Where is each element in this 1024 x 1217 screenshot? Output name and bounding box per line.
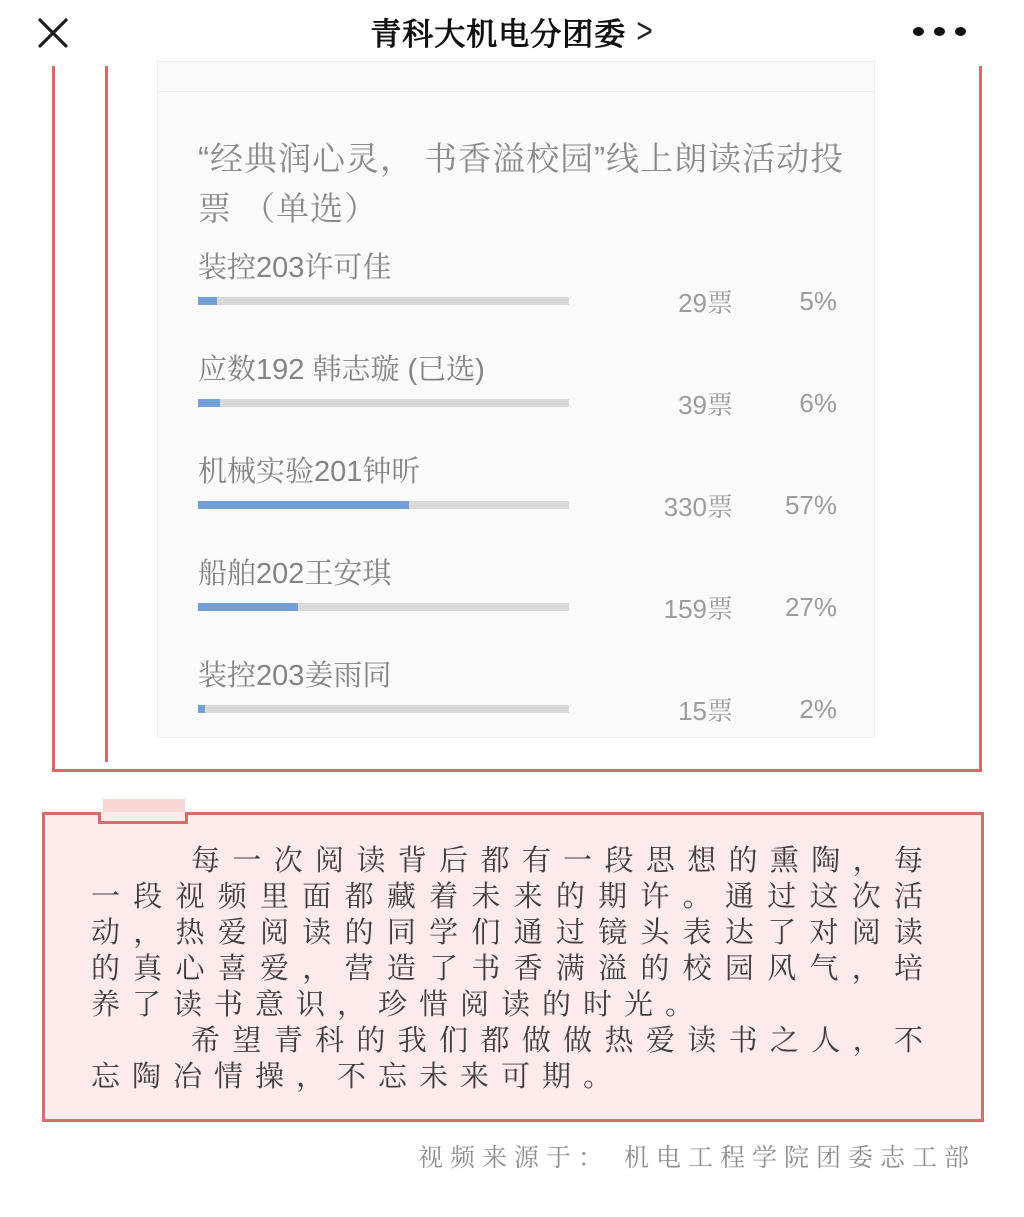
vote-poll-card	[157, 61, 875, 738]
vote-bar-fill	[198, 705, 205, 713]
vote-count: 15票	[678, 695, 733, 726]
summary-text-box	[42, 812, 984, 1122]
red-inner-accent-line	[105, 66, 108, 762]
vote-bar-fill	[198, 297, 217, 305]
poll-option-result	[198, 489, 837, 522]
poll-option-result	[198, 693, 837, 726]
dot	[913, 27, 924, 36]
vote-count: 29票	[678, 287, 733, 318]
vote-bar-track	[198, 705, 569, 713]
poll-option-label: 装控203许可佳	[198, 252, 392, 284]
card-divider	[158, 91, 874, 92]
poll-option-label: 机械实验201钟昕	[198, 456, 421, 488]
summary-text	[91, 843, 935, 1095]
vote-bar-track	[198, 297, 569, 305]
poll-option-result	[198, 591, 837, 624]
vote-percent: 27%	[784, 591, 837, 622]
dot	[955, 27, 966, 36]
poll-option-label: 装控203姜雨同	[198, 660, 392, 692]
poll-options-list	[198, 250, 837, 726]
vote-percent: 2%	[799, 693, 837, 724]
vote-percent: 6%	[799, 387, 837, 418]
vote-bar-track	[198, 603, 569, 611]
more-menu-icon[interactable]	[913, 16, 966, 46]
account-title-text: 青科大机电分团委	[370, 16, 627, 52]
vote-percent: 5%	[799, 285, 837, 316]
vote-count: 159票	[663, 593, 733, 624]
tab-decoration	[103, 799, 185, 813]
account-title[interactable]	[0, 0, 1024, 62]
vote-bar-fill	[198, 501, 409, 509]
wechat-browser-header	[0, 0, 1024, 62]
poll-option[interactable]	[198, 352, 837, 420]
vote-bar-fill	[198, 603, 298, 611]
vote-bar-track	[198, 501, 569, 509]
poll-option[interactable]	[198, 658, 837, 726]
video-source-caption: 视频来源于： 机电工程学院团委志工部	[418, 1144, 976, 1172]
vote-count: 330票	[663, 491, 733, 522]
summary-paragraph: 希望青科的我们都做做热爱读书之人，不忘陶冶情操，不忘未来可期。	[91, 1025, 935, 1093]
poll-option-label: 船舶202王安琪	[198, 558, 392, 590]
vote-percent: 57%	[784, 489, 837, 520]
poll-question: “经典润心灵， 书香溢校园”线上朗读活动投票 （单选）	[198, 140, 845, 227]
poll-option[interactable]	[198, 454, 837, 522]
vote-bar-fill	[198, 399, 220, 407]
tab-notch-decoration	[98, 812, 188, 824]
poll-option[interactable]	[198, 556, 837, 624]
vote-count: 39票	[678, 389, 733, 420]
chevron-right-icon: >	[636, 11, 654, 50]
poll-option-result	[198, 387, 837, 420]
summary-paragraph: 每一次阅读背后都有一段思想的熏陶，每一段视频里面都藏着未来的期许。通过这次活动，热爱阅读的同学们通过镜头表达了对阅读的真心喜爱，营造了书香满溢的校园风气，培养了读书意识，珍惜阅读的时光。	[91, 845, 935, 1021]
poll-option[interactable]	[198, 250, 837, 318]
vote-bar-track	[198, 399, 569, 407]
poll-option-result	[198, 285, 837, 318]
poll-option-label: 应数192 韩志璇 (已选)	[198, 354, 485, 386]
dot	[934, 27, 945, 36]
